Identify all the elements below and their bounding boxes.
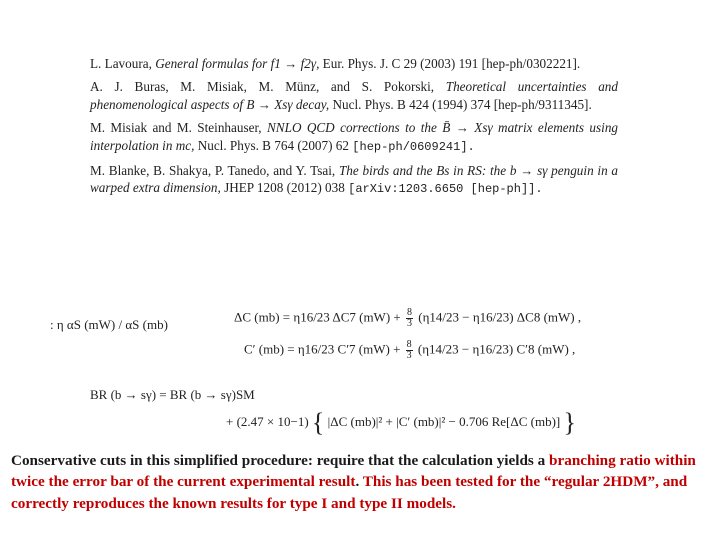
ref-2-title: Theoretical uncertainties and phenomenological aspects of B → Xsγ decay, — [90, 79, 618, 112]
br-lhs: BR (b → sγ) = — [90, 387, 167, 402]
delta-c-equation — [234, 308, 581, 329]
c-prime-lhs: C′ (mb) = — [244, 341, 295, 357]
ref-2-authors: A. J. Buras, M. Misiak, M. Münz, and S. Pokorski, — [90, 79, 435, 95]
ref-4-title: The birds and the Bs in RS: the b → sγ penguin in a warped extra dimension, — [90, 163, 619, 196]
br-equation-line-1 — [90, 387, 255, 403]
c-prime-rhs-b: (η14/23 − η16/23) C′8 (mW) , — [417, 341, 576, 357]
right-brace: } — [563, 408, 576, 437]
reference-2 — [90, 78, 618, 113]
reference-3 — [90, 119, 618, 156]
ref-3-journal: Nucl. Phys. B 764 (2007) 62 — [197, 137, 349, 153]
delta-c-lhs: ΔC (mb) = — [234, 309, 291, 325]
reference-4 — [90, 162, 618, 199]
ref-3-title: NNLO QCD corrections to the B̄ → Xsγ matrix elements using interpolation in mc, — [90, 120, 619, 153]
c-prime-rhs-a: η16/23 C′7 (mW) + — [297, 341, 401, 357]
delta-c-fraction: $\frac{8}{3}$ — [407, 307, 412, 329]
caption-text — [11, 450, 711, 514]
ref-4-arxiv: [arXiv:1203.6650 [hep-ph]]. — [348, 182, 543, 197]
ref-2-journal: Nucl. Phys. B 424 (1994) 374 — [332, 96, 491, 112]
c-prime-fraction: $\frac{8}{3}$ — [406, 339, 412, 361]
ref-1-authors: L. Lavoura, — [90, 56, 152, 71]
reference-list — [90, 55, 618, 205]
ref-1-arxiv: [hep-ph/0302221]. — [481, 56, 581, 71]
br-equation-line-2 — [226, 408, 576, 438]
left-brace: { — [311, 408, 325, 437]
ref-1-title: General formulas for f1 → f2γ, — [155, 56, 320, 71]
br-rhs-sm: BR (b → sγ)SM — [169, 387, 255, 402]
eta-definition: : η αS (mW) / αS (mb) — [50, 317, 168, 332]
br-rhs-bracket: |ΔC (mb)|² + |C′ (mb)|² − 0.706 Re[ΔC (mb)] — [327, 413, 561, 429]
c-prime-equation — [244, 340, 575, 361]
caption-part-1: Conservative cuts in this simplified procedure: require that the calculation yields a — [11, 452, 546, 469]
caption-part-2: branching ratio within twice the error bar of the current experimental result — [11, 452, 696, 491]
caption-part-3: . — [355, 473, 360, 491]
ref-3-authors: M. Misiak and M. Steinhauser, — [90, 120, 262, 136]
delta-c-rhs-b: (η14/23 − η16/23) ΔC8 (mW) , — [418, 309, 582, 325]
ref-1-journal: Eur. Phys. J. C 29 (2003) 191 — [322, 56, 479, 71]
br-rhs-coefficient: + (2.47 × 10−1) — [226, 413, 309, 429]
delta-c-rhs-a: η16/23 ΔC7 (mW) + — [293, 309, 401, 325]
caption-part-4: This has been tested for the “regular 2HDM”, and correctly reproduces the known results for type I and type II models. — [11, 473, 688, 512]
ref-3-arxiv: [hep-ph/0609241]. — [352, 139, 475, 154]
reference-1 — [90, 55, 618, 72]
ref-2-arxiv: [hep-ph/9311345]. — [493, 96, 592, 112]
ref-4-journal: JHEP 1208 (2012) 038 — [224, 180, 345, 196]
ref-4-authors: M. Blanke, B. Shakya, P. Tanedo, and Y. Tsai, — [90, 163, 336, 179]
